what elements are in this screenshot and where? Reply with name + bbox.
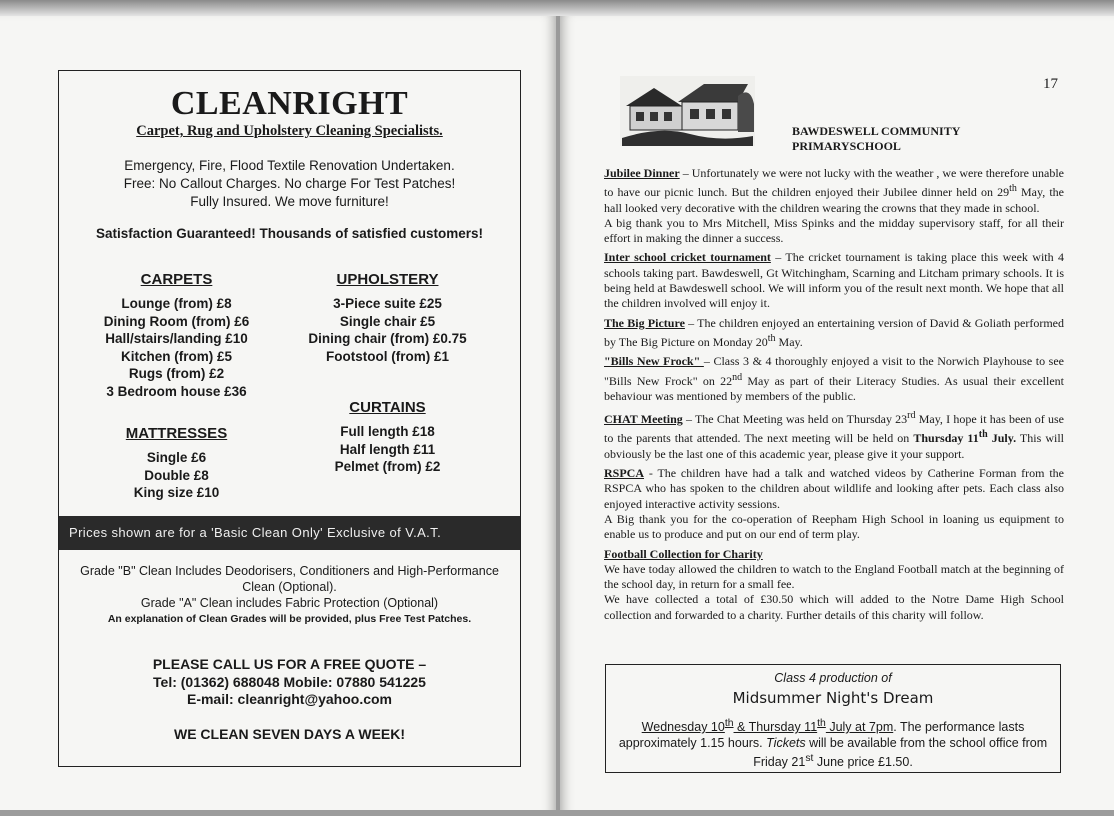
article-rspca: RSPCA - The children have had a talk and watched videos by Catherine Forman from the RSPCA who has spoken to the children about wildlife and looking after pets. Each class also enjoyed interactive activity sessions. A Big thank you for the co-operation of Reepham High School in loaning us equipment to enable us to produce and put on our end of term play. [604,466,1064,542]
article-football: Football Collection for Charity We have today allowed the children to watch to the England Football match at the beginning of the school day, in return for a small fee. We have collected a total of £30.50 which will added to the Notre Dame High School collection and forwarded to a charity. Further details of this charity will follow. [604,546,1064,622]
play-title: Midsummer Night's Dream [732,689,934,707]
school-name: BAWDESWELL COMMUNITY PRIMARYSCHOOL [792,124,961,153]
price-item: Single £6 [146,450,207,465]
intro-line: Emergency, Fire, Flood Textile Renovation Undertaken. [124,158,455,173]
mattresses-list [89,449,264,502]
article-bills-new-frock: "Bills New Frock" – Class 3 & 4 thoroughly enjoyed a visit to the Norwich Playhouse to see "Bills New Frock" on 22nd May as part of their Literacy Studies. As usual their excellent behaviour was mentioned by members of the public. [604,354,1064,403]
price-item: 3 Bedroom house £36 [106,383,247,399]
advert-subtitle: Carpet, Rug and Upholstery Cleaning Specialists. [136,123,443,139]
play-announcement-box [605,664,1061,773]
price-item: King size £10 [133,485,220,500]
intro-line: Free: No Callout Charges. No charge For Test Patches! [123,176,456,191]
article-chat-meeting: CHAT Meeting – The Chat Meeting was held on Thursday 23rd May, I hope it has been of use to the parents that attended. The next meeting will be held on Thursday 11th July. This will obviously be the last one of this academic year, please give it your support. [604,410,1065,461]
newsletter-articles [604,166,1064,627]
price-item: 3-Piece suite £25 [333,296,442,311]
price-item: Kitchen (from) £5 [120,348,232,364]
advert-guarantee: Satisfaction Guaranteed! Thousands of satisfied customers! [95,226,484,241]
article-jubilee: Jubilee Dinner – Unfortunately we were not lucky with the weather , we were therefore unable to have our picnic lunch. But the children enjoyed their Jubilee dinner held on 29th May, the hall looked very decorative with the children wearing the crowns that they made in school. A big thank you to Mrs Mitchell, Miss Spinks and the midday supervisory staff, for all their effort in making the dinner a success. [604,166,1064,246]
price-item: Half length £11 [339,441,436,457]
price-item: Rugs (from) £2 [128,366,225,381]
grades-note: An explanation of Clean Grades will be provided, plus Free Test Patches. [107,613,472,625]
cleanright-advert [58,70,521,767]
carpets-heading: CARPETS [140,271,213,288]
grade-a-line: Grade "A" Clean includes Fabric Protection (Optional) [140,596,439,610]
grade-b-line: Grade "B" Clean Includes Deodorisers, Conditioners and High-Performance Clean (Optional). [80,564,499,594]
price-item: Hall/stairs/landing £10 [105,331,248,346]
school-building-icon [620,76,755,146]
price-item: Double £8 [144,467,209,483]
price-item: Full length £18 [340,424,435,439]
article-cricket: Inter school cricket tournament – The cricket tournament is taking place this week with 4 schools taking part. Bawdeswell, Gt Witchingham, Scarning and Litcham primary schools. It is being held at Bawdeswell school. We will inform you of the result next month. We hope that all the children involved will enjoy it. [604,250,1064,311]
page-number: 17 [1043,76,1058,92]
email-line: E-mail: cleanright@yahoo.com [186,691,393,707]
price-item: Dining Room (from) £6 [103,313,250,329]
contact-block [59,656,520,709]
article-big-picture: The Big Picture – The children enjoyed an entertaining version of David & Goliath performed by The Big Picture on Monday 20th May. [604,315,1064,349]
upholstery-list [295,295,480,365]
carpets-list [89,295,264,400]
advert-title: CLEANRIGHT [170,85,409,122]
play-details: Wednesday 10th & Thursday 11th July at 7pm. The performance lasts approximately 1.15 hours. Tickets will be available from the school office from Friday 21st June price £1.50. [618,718,1048,770]
price-item: Pelmet (from) £2 [334,459,441,474]
production-line: Class 4 production of [774,671,892,685]
mattresses-heading: MATTRESSES [125,425,228,442]
advert-intro [69,157,510,211]
scan-bottom-edge [0,810,1114,816]
price-item: Footstool (from) £1 [326,348,449,364]
price-item: Single chair £5 [339,313,436,329]
intro-line: Fully Insured. We move furniture! [190,194,389,209]
prices-banner: Prices shown are for a 'Basic Clean Only' Exclusive of V.A.T. [59,516,520,550]
curtains-heading: CURTAINS [349,399,426,416]
price-item: Dining chair (from) £0.75 [308,331,467,346]
scan-top-edge [0,0,1114,16]
upholstery-heading: UPHOLSTERY [336,271,439,288]
clean-grades [65,563,514,627]
curtains-list [295,423,480,476]
seven-days-line: WE CLEAN SEVEN DAYS A WEEK! [173,726,406,742]
call-line: PLEASE CALL US FOR A FREE QUOTE – [152,656,427,672]
phone-line: Tel: (01362) 688048 Mobile: 07880 541225 [153,673,426,690]
price-item: Lounge (from) £8 [121,296,232,311]
